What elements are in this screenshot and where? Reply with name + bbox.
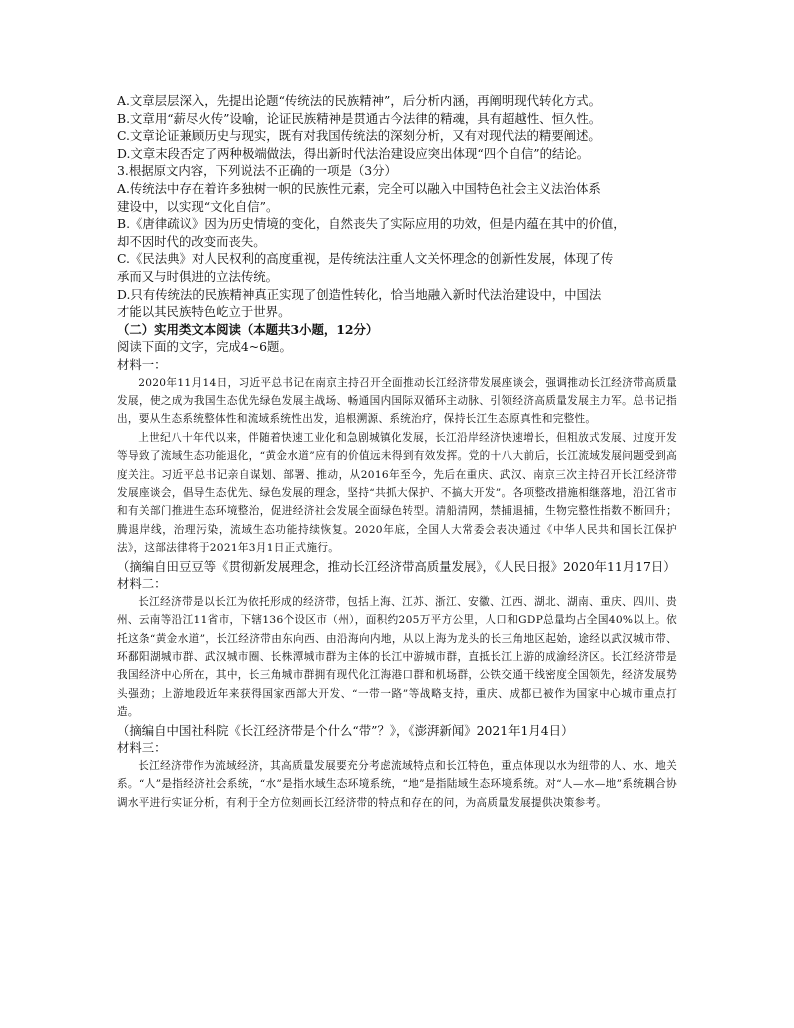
material-1-source: （摘编自田豆豆等《贯彻新发展理念，推动长江经济带高质量发展》，《人民日报》2020年11月17日） [117,558,676,574]
material-2-label: 材料二： [117,576,167,592]
section-instruction: 阅读下面的文字，完成4~6题。 [117,339,292,355]
material-1-paragraph-2: 上世纪八十年代以来，伴随着快速工业化和急剧城镇化发展，长江沿岸经济快速增长，但粗放式发展、过度开发等导致了流域生态功能退化，“黄金水道”应有的价值远未得到有效发挥。党的十八大前后，长江流域发展问题受到高度关注。习近平总书记亲自谋划、部署、推动，从2016年至今，先后在重庆、武汉、南京三次主持召开长江经济带发展座谈会，倡导生态优先、绿色发展的理念，坚持“共抓大保护、不搞大开发”。各项整改措施相继落地，沿江省市和有关部门推进生态环境整治，促进经济社会发展全面绿色转型。清船清网，禁捕退捕，生物完整性指数不断回升；腾退岸线，治理污染，流域生态功能持续恢复。2020年底，全国人大常委会表决通过《中华人民共和国长江保护法》，这部法律将于2021年3月1日正式施行。 [117,431,677,555]
material-2-paragraph-1: 长江经济带是以长江为依托形成的经济带，包括上海、江苏、浙江、安徽、江西、湖北、湖南、重庆、四川、贵州、云南等沿江11省市，下辖136个设区市（州），面积约205万平方公里，人口和GDP总量均占全国40%以上。依托这条“黄金水道”，长江经济带由东向西、由沿海向内地，从以上海为龙头的长三角地区起始，途经以武汉城市带、环鄱阳湖城市群、武汉城市圈、长株潭城市群为主体的长江中游城市群，直抵长江上游的成渝经济区。长江经济带是我国经济中心所在，其中，长三角城市群拥有现代化江海港口群和机场群，公铁交通干线密度全国领先，经济发展势头强劲；上游地段近年来获得国家西部大开发、“一带一路”等战略支持，重庆、成都已被作为国家中心城市重点打造。 [117,595,677,719]
q3-option-a-line2: 建设中，以实现“文化自信”。 [117,198,279,214]
q3-option-b-line2: 却不因时代的改变而丧失。 [117,233,266,249]
q2-option-b: B.文章用“薪尽火传”设喻，论证民族精神是贯通古今法律的精魂，具有超越性、恒久性。 [117,110,602,126]
material-2-source: （摘编自中国社科院《长江经济带是个什么“带”？》，《澎湃新闻》2021年1月4日） [117,722,574,738]
material-1-label: 材料一： [117,356,167,372]
material-3-label: 材料三： [117,740,167,756]
q3-option-c-line1: C.《民法典》对人民权利的高度重视，是传统法注重人文关怀理念的创新性发展，体现了传 [117,251,614,267]
material-1-paragraph-1: 2020年11月14日，习近平总书记在南京主持召开全面推动长江经济带发展座谈会，强调推动长江经济带高质量发展，使之成为我国生态优先绿色发展主战场、畅通国内国际双循环主动脉、引领经济高质量发展主力军。总书记指出，要从生态系统整体性和流域系统性出发，追根溯源、系统治疗，保持长江生态原真性和完整性。 [117,376,677,426]
q3-option-b-line1: B.《唐律疏议》因为历史情境的变化，自然丧失了实际应用的功效，但是内蕴在其中的价值， [117,216,626,232]
q3-option-d-line1: D.只有传统法的民族精神真正实现了创造性转化，恰当地融入新时代法治建设中，中国法 [117,286,602,302]
q2-option-a: A.文章层层深入，先提出论题“传统法的民族精神”，后分析内涵，再阐明现代转化方式。 [117,93,602,108]
document-page [117,92,677,812]
q2-option-d: D.文章末段否定了两种极端做法，得出新时代法治建设应突出体现“四个自信”的结论。 [117,145,590,161]
q3-option-c-line2: 承而又与时俱进的立法传统。 [117,268,279,284]
section-heading: （二）实用类文本阅读（本题共3小题，12分） [117,321,379,337]
q3-stem: 3.根据原文内容，下列说法不正确的一项是（3分） [117,163,397,179]
q2-option-c: C.文章论证兼顾历史与现实，既有对我国传统法的深刻分析，又有对现代法的精要阐述。 [117,128,601,144]
q3-option-d-line2: 才能以其民族特色屹立于世界。 [117,304,291,320]
q3-option-a-line1: A.传统法中存在着许多独树一帜的民族性元素，完全可以融入中国特色社会主义法治体系 [117,180,601,196]
material-3-paragraph-1: 长江经济带作为流域经济，其高质量发展要充分考虑流域特点和长江特色，重点体现以水为纽带的人、水、地关系。“人”是指经济社会系统，“水”是指水域生态环境系统，“地”是指陆域生态环境系统。对“人—水—地”系统耦合协调水平进行实证分析，有利于全方位刻画长江经济带的特点和存在的问，为高质量发展提供决策参考。 [117,759,677,809]
